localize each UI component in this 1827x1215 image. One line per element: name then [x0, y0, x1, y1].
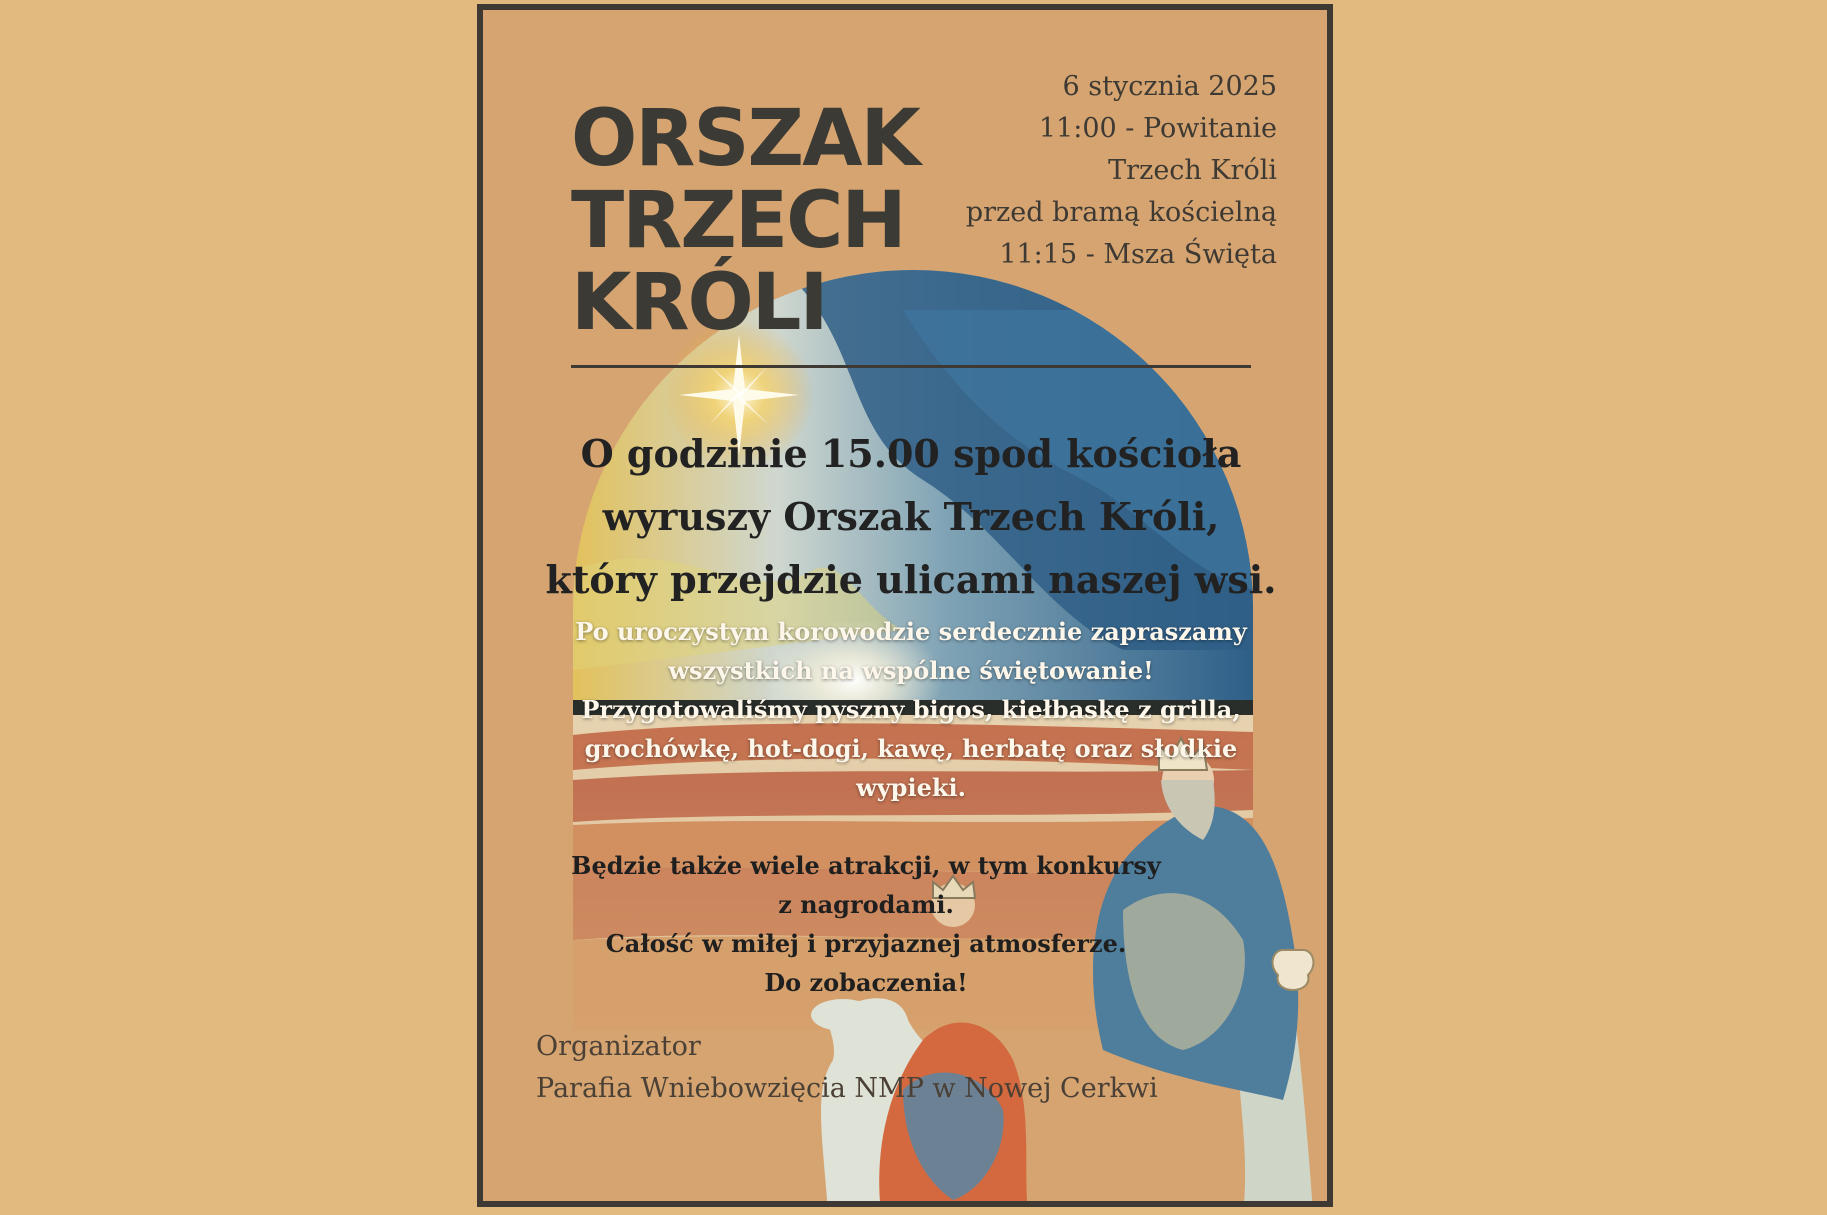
headline-line: który przejdzie ulicami naszej wsi. [545, 557, 1277, 602]
schedule-line: Trzech Króli [1108, 155, 1277, 186]
title-line: KRÓLI [571, 258, 827, 348]
headline [503, 422, 1319, 611]
organizer-name: Parafia Wniebowzięcia NMP w Nowej Cerkwi [536, 1073, 1158, 1104]
attractions-line: Do zobaczenia! [764, 968, 968, 997]
attractions-text [503, 846, 1229, 1002]
invite-line: wypieki. [856, 773, 966, 802]
invite-line: Przygotowaliśmy pyszny bigos, kiełbaskę z grilla, [581, 695, 1241, 724]
headline-line: O godzinie 15.00 spod kościoła [580, 431, 1242, 476]
attractions-line: Będzie także wiele atrakcji, w tym konkursy [571, 851, 1161, 880]
divider-line [571, 365, 1251, 368]
event-schedule [857, 66, 1277, 276]
schedule-line: 11:15 - Msza Święta [999, 239, 1277, 270]
schedule-line: przed bramą kościelną [965, 197, 1277, 228]
poster [477, 4, 1333, 1207]
organizer-block [536, 1026, 1158, 1110]
invite-line: wszystkich na wspólne świętowanie! [668, 656, 1154, 685]
invitation-text [503, 612, 1319, 807]
title-line: TRZECH [571, 176, 905, 266]
title-line: ORSZAK [571, 94, 919, 184]
schedule-line: 11:00 - Powitanie [1038, 113, 1277, 144]
invite-line: Po uroczystym korowodzie serdecznie zapraszamy [575, 617, 1247, 646]
invite-line: grochówkę, hot-dogi, kawę, herbatę oraz słodkie [584, 734, 1238, 763]
event-date: 6 stycznia 2025 [1062, 71, 1277, 102]
attractions-line: z nagrodami. [778, 890, 954, 919]
attractions-line: Całość w miłej i przyjaznej atmosferze. [605, 929, 1127, 958]
headline-line: wyruszy Orszak Trzech Króli, [602, 494, 1220, 539]
organizer-label: Organizator [536, 1031, 701, 1062]
gift-jar-icon [1273, 950, 1314, 990]
